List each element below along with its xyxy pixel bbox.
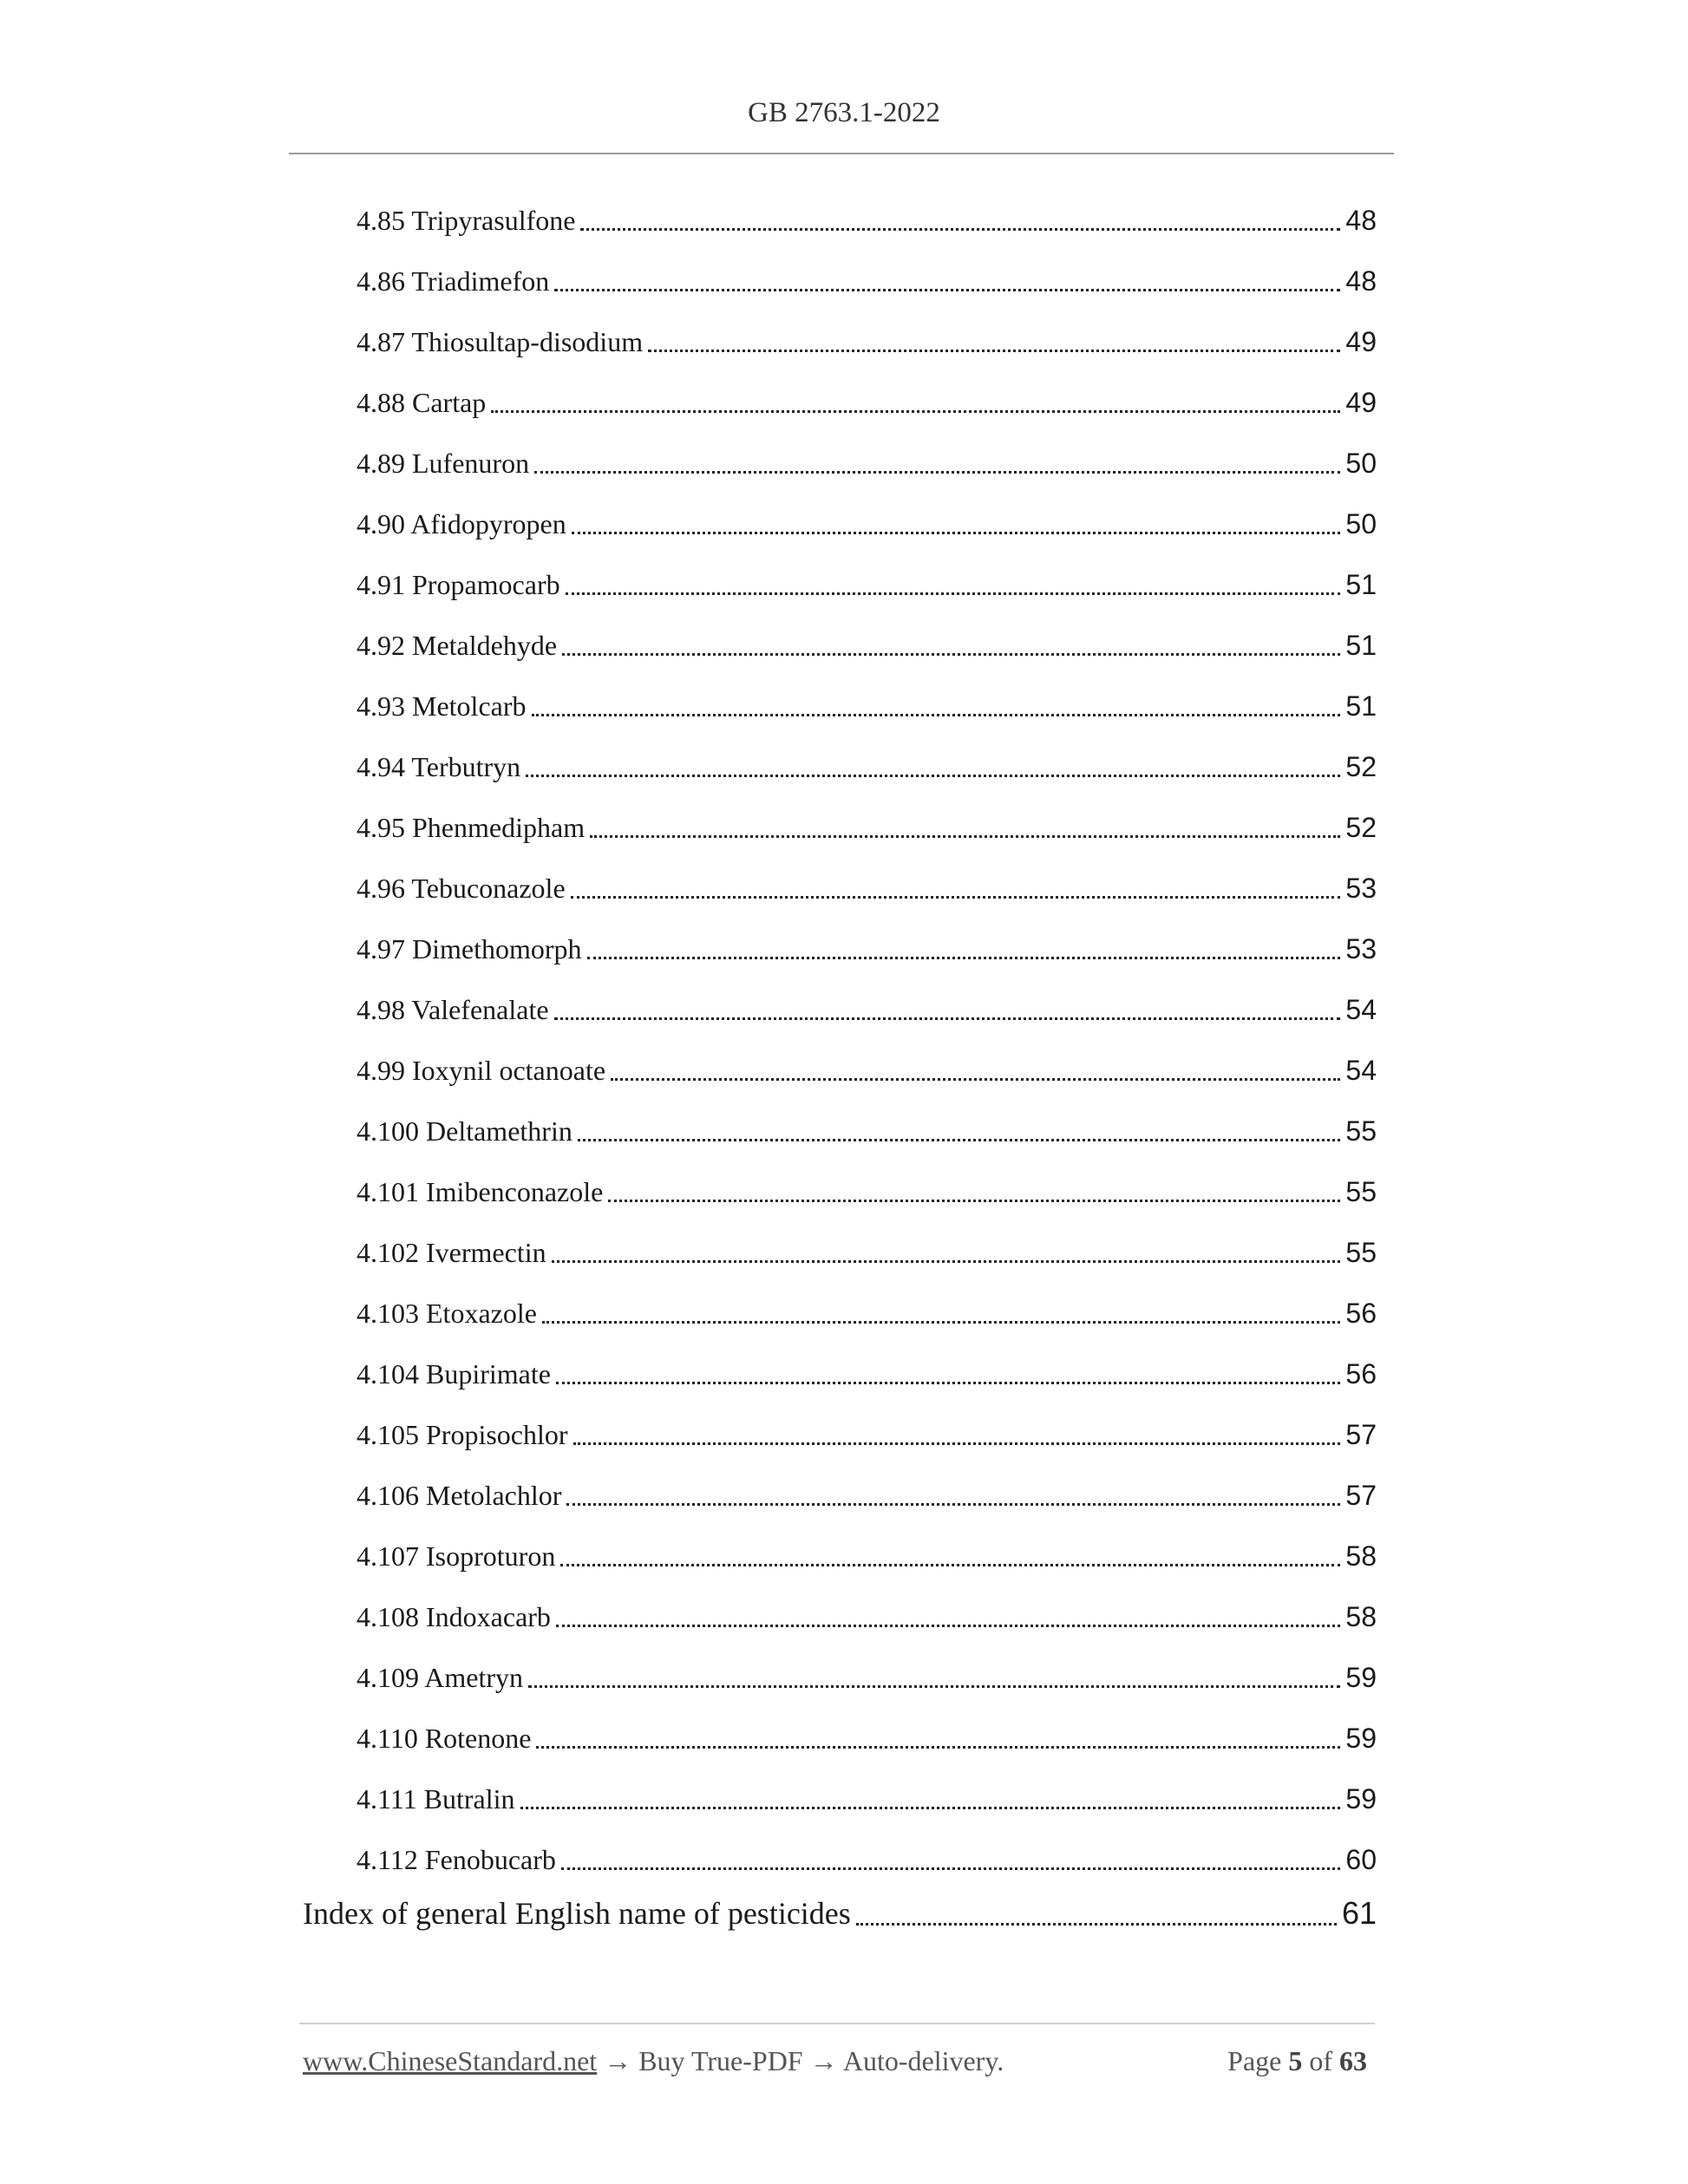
toc-entry-label: 4.102 Ivermectin [357,1237,546,1268]
toc-entry[interactable] [357,1044,1377,1088]
toc-entry-label: 4.89 Lufenuron [357,448,530,479]
footer-divider [299,2023,1375,2024]
toc-entry-label: 4.86 Triadimefon [357,265,550,297]
toc-entry-label: 4.108 Indoxacarb [357,1601,551,1632]
toc-entry-page: 59 [1345,1662,1377,1693]
toc-leader-dots [556,1381,1340,1384]
toc-entry-label: 4.96 Tebuconazole [357,873,566,904]
toc-entry[interactable] [357,862,1377,906]
toc-leader-dots [556,1624,1340,1627]
toc-entry-page: 57 [1345,1480,1377,1511]
toc-entry-page: 48 [1345,265,1377,297]
toc-leader-dots [571,895,1341,899]
toc-entry-page: 56 [1345,1358,1377,1390]
toc-entry[interactable] [357,619,1377,663]
toc-entry[interactable] [357,1287,1377,1331]
toc-entry[interactable] [357,194,1377,238]
toc-entry-page: 50 [1345,448,1377,479]
toc-leader-dots [566,592,1341,595]
toc-leader-dots [532,713,1341,716]
toc-entry-label: 4.88 Cartap [357,387,487,418]
toc-entry-label: 4.90 Afidopyropen [357,508,566,539]
toc-entry-page: 51 [1345,690,1377,722]
toc-entry[interactable] [357,1834,1377,1877]
toc-entry-page: 55 [1345,1115,1377,1147]
toc-entry-label: 4.107 Isoproturon [357,1540,556,1572]
toc-entry[interactable] [357,1651,1377,1695]
total-pages-number: 63 [1339,2045,1367,2076]
toc-entry-page: 58 [1345,1540,1377,1572]
toc-entry-label: 4.93 Metolcarb [357,690,527,722]
toc-leader-dots [536,1745,1340,1749]
toc-leader-dots [554,288,1340,291]
toc-entry-label: 4.85 Tripyrasulfone [357,205,576,236]
document-header: GB 2763.1-2022 [748,97,940,128]
toc-entry[interactable] [357,1530,1377,1573]
toc-entry-page: 54 [1345,1055,1377,1086]
toc-entry-index[interactable] [303,1884,1377,1932]
toc-entry[interactable] [357,437,1377,481]
toc-leader-dots [560,1563,1340,1566]
website-link[interactable]: www.ChineseStandard.net [303,2045,598,2076]
toc-entry-page: 49 [1345,387,1377,418]
toc-entry-page: 61 [1341,1895,1377,1931]
toc-entry-label: 4.98 Valefenalate [357,994,549,1025]
toc-entry-page: 55 [1345,1176,1377,1207]
toc-entry[interactable] [357,498,1377,541]
footer-promo [303,2045,1004,2077]
toc-entry-label: 4.94 Terbutryn [357,751,521,782]
toc-entry-page: 55 [1345,1237,1377,1268]
toc-entry[interactable] [357,255,1377,298]
toc-leader-dots [561,1867,1341,1870]
toc-leader-dots [526,774,1340,777]
toc-leader-dots [534,470,1340,474]
toc-leader-dots [580,227,1340,231]
toc-entry[interactable] [357,1105,1377,1148]
toc-entry-page: 50 [1345,508,1377,539]
current-page-number: 5 [1288,2045,1303,2076]
toc-leader-dots [562,652,1340,656]
toc-entry-page: 54 [1345,994,1377,1025]
toc-leader-dots [573,1442,1341,1445]
toc-entry-label: 4.101 Imibenconazole [357,1176,604,1207]
toc-entry[interactable] [357,1348,1377,1391]
toc-entry[interactable] [357,316,1377,359]
toc-entry[interactable] [357,376,1377,420]
toc-leader-dots [566,1502,1340,1506]
toc-entry[interactable] [357,801,1377,845]
toc-entry-label: 4.110 Rotenone [357,1723,532,1754]
toc-leader-dots [590,834,1340,838]
toc-leader-dots [491,409,1340,413]
toc-entry[interactable] [357,1469,1377,1513]
toc-entry-label: 4.97 Dimethomorph [357,933,582,964]
toc-entry-label: 4.91 Propamocarb [357,569,560,600]
toc-entry-page: 56 [1345,1298,1377,1329]
header-divider [289,153,1394,154]
toc-entry-page: 60 [1345,1844,1377,1875]
toc-entry-page: 58 [1345,1601,1377,1632]
toc-leader-dots [611,1077,1340,1081]
toc-entry-page: 57 [1345,1419,1377,1450]
toc-entry[interactable] [357,741,1377,784]
toc-leader-dots [528,1684,1340,1688]
toc-entry[interactable] [357,1226,1377,1270]
toc-leader-dots [587,956,1341,959]
toc-entry[interactable] [357,1712,1377,1756]
toc-entry-label: Index of general English name of pesticides [303,1896,851,1931]
toc-entry-label: 4.103 Etoxazole [357,1298,537,1329]
toc-entry[interactable] [357,680,1377,723]
toc-entry-label: 4.105 Propisochlor [357,1419,568,1450]
toc-entry-page: 51 [1345,630,1377,661]
toc-entry-page: 59 [1345,1783,1377,1815]
toc-leader-dots [542,1320,1340,1324]
toc-entry-label: 4.100 Deltamethrin [357,1115,572,1147]
toc-entry-page: 53 [1345,933,1377,964]
toc-leader-dots [578,1138,1341,1141]
toc-entry-label: 4.111 Butralin [357,1783,515,1815]
toc-leader-dots [552,1259,1341,1263]
page-indicator [1227,2045,1367,2077]
toc-entry-label: 4.106 Metolachlor [357,1480,562,1511]
toc-leader-dots [520,1806,1341,1809]
toc-entry-page: 51 [1345,569,1377,600]
toc-entry-page: 53 [1345,873,1377,904]
toc-entry[interactable] [357,1773,1377,1816]
toc-entry-label: 4.92 Metaldehyde [357,630,558,661]
toc-entry-label: 4.109 Ametryn [357,1662,523,1693]
toc-leader-dots [554,1017,1341,1020]
toc-entry-label: 4.95 Phenmedipham [357,812,586,843]
toc-leader-dots [856,1922,1337,1926]
toc-leader-dots [572,531,1341,534]
toc-entry-label: 4.104 Bupirimate [357,1358,551,1390]
toc-entry[interactable] [357,923,1377,966]
toc-entry-page: 49 [1345,326,1377,357]
toc-entry-page: 59 [1345,1723,1377,1754]
toc-entry[interactable] [357,1591,1377,1634]
toc-entry[interactable] [357,984,1377,1027]
toc-entry-page: 52 [1345,751,1377,782]
toc-entry[interactable] [357,1166,1377,1209]
toc-entry-page: 52 [1345,812,1377,843]
page-word: Page [1227,2045,1282,2076]
toc-entry-label: 4.99 Ioxynil octanoate [357,1055,606,1086]
toc-entry[interactable] [357,559,1377,602]
toc-leader-dots [648,349,1340,352]
toc-entry-page: 48 [1345,205,1377,236]
toc-entry-label: 4.112 Fenobucarb [357,1844,556,1875]
toc-leader-dots [608,1199,1340,1202]
toc-entry[interactable] [357,1409,1377,1452]
of-word: of [1309,2045,1332,2076]
footer-promo-text: → Buy True-PDF → Auto-delivery. [597,2045,1004,2076]
toc-entry-label: 4.87 Thiosultap-disodium [357,326,644,357]
